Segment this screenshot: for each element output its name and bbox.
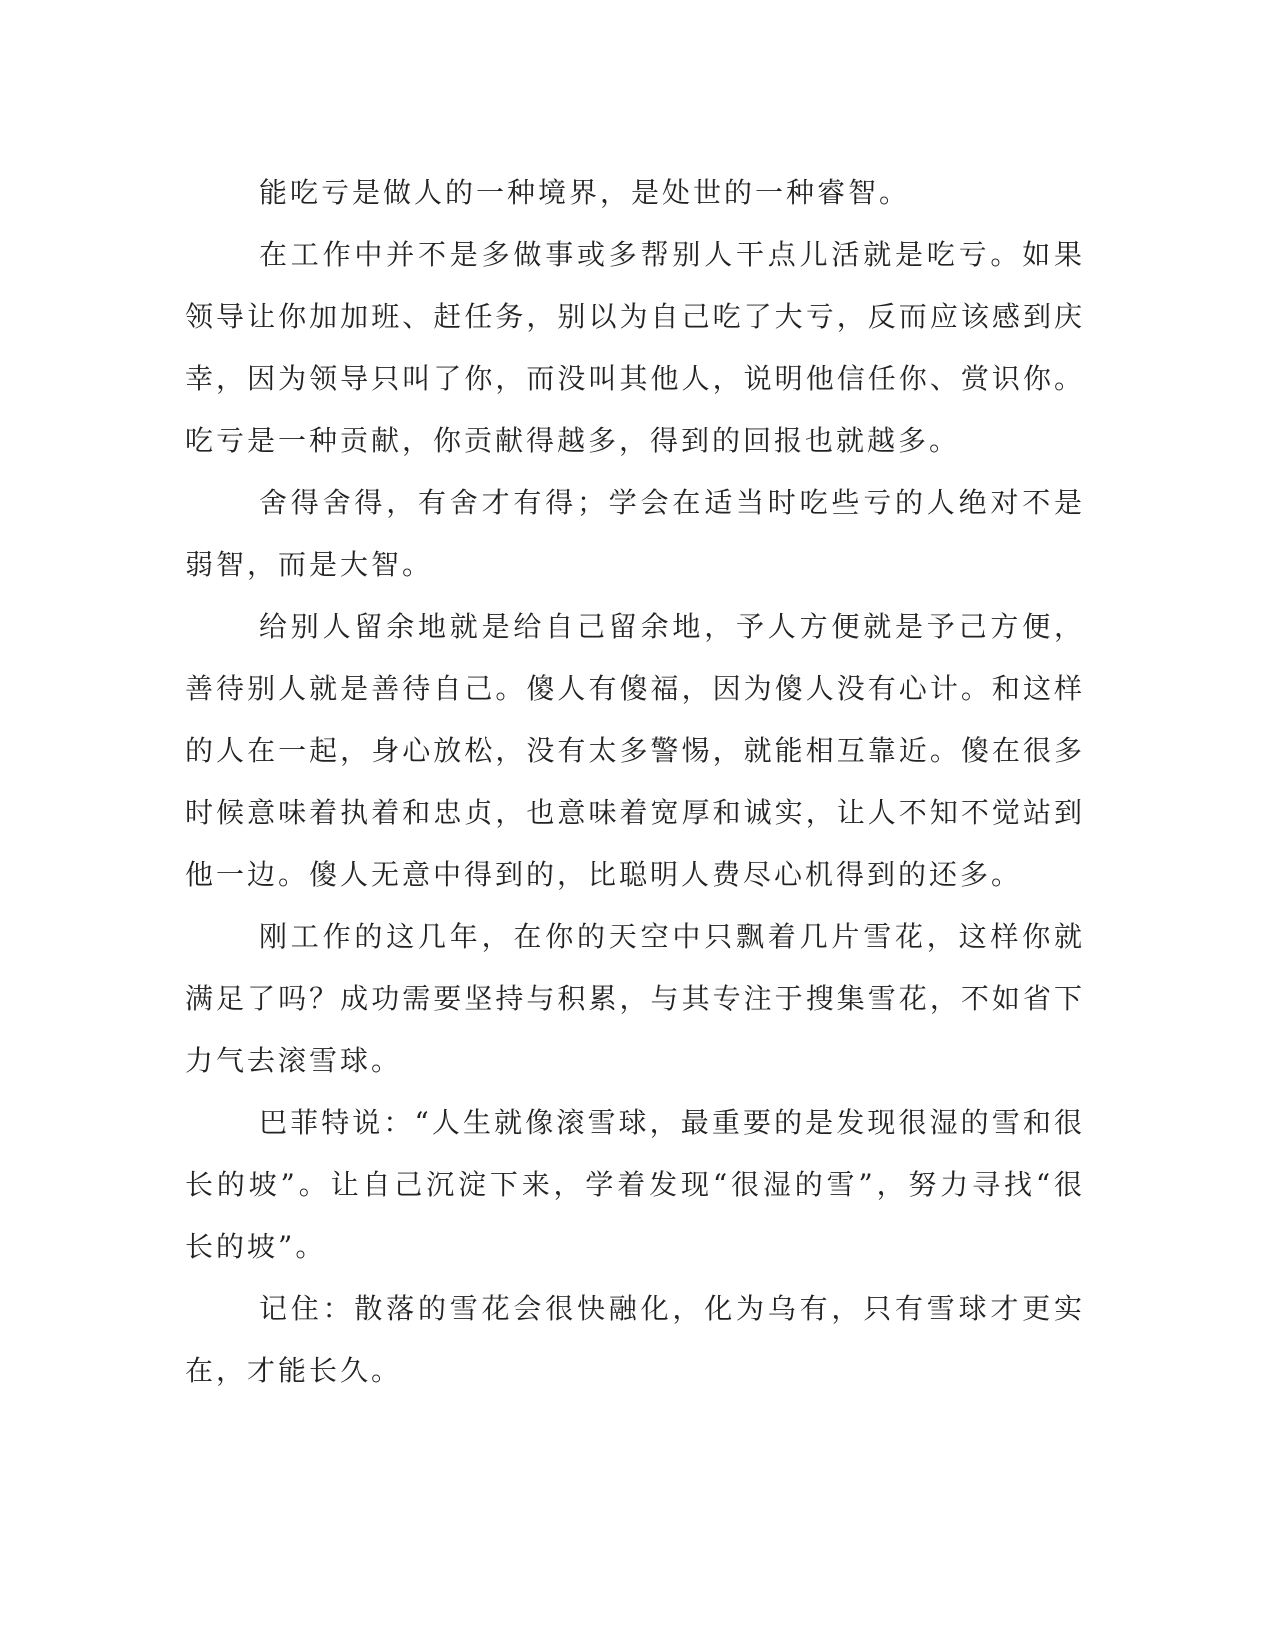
document-body (185, 162, 1085, 1402)
paragraph-3: 舍得舍得，有舍才有得；学会在适当时吃些亏的人绝对不是弱智，而是大智。 (185, 486, 1085, 581)
paragraph-2: 在工作中并不是多做事或多帮别人干点儿活就是吃亏。如果领导让你加加班、赶任务，别以为自己吃了大亏，反而应该感到庆幸，因为领导只叫了你，而没叫其他人，说明他信任你、赏识你。吃亏是一种贡献，你贡献得越多，得到的回报也就越多。 (185, 238, 1085, 457)
paragraph-4: 给别人留余地就是给自己留余地，予人方便就是予己方便，善待别人就是善待自己。傻人有傻福，因为傻人没有心计。和这样的人在一起，身心放松，没有太多警惕，就能相互靠近。傻在很多时候意味着执着和忠贞，也意味着宽厚和诚实，让人不知不觉站到他一边。傻人无意中得到的，比聪明人费尽心机得到的还多。 (185, 610, 1085, 891)
paragraph-1: 能吃亏是做人的一种境界，是处世的一种睿智。 (259, 176, 911, 209)
paragraph-6: 巴菲特说：“人生就像滚雪球，最重要的是发现很湿的雪和很长的坡”。让自己沉淀下来，学着发现“很湿的雪”，努力寻找“很长的坡”。 (185, 1106, 1085, 1263)
paragraph-7: 记住：散落的雪花会很快融化，化为乌有，只有雪球才更实在，才能长久。 (185, 1292, 1085, 1387)
paragraph-5: 刚工作的这几年，在你的天空中只飘着几片雪花，这样你就满足了吗？成功需要坚持与积累，与其专注于搜集雪花，不如省下力气去滚雪球。 (185, 920, 1085, 1077)
